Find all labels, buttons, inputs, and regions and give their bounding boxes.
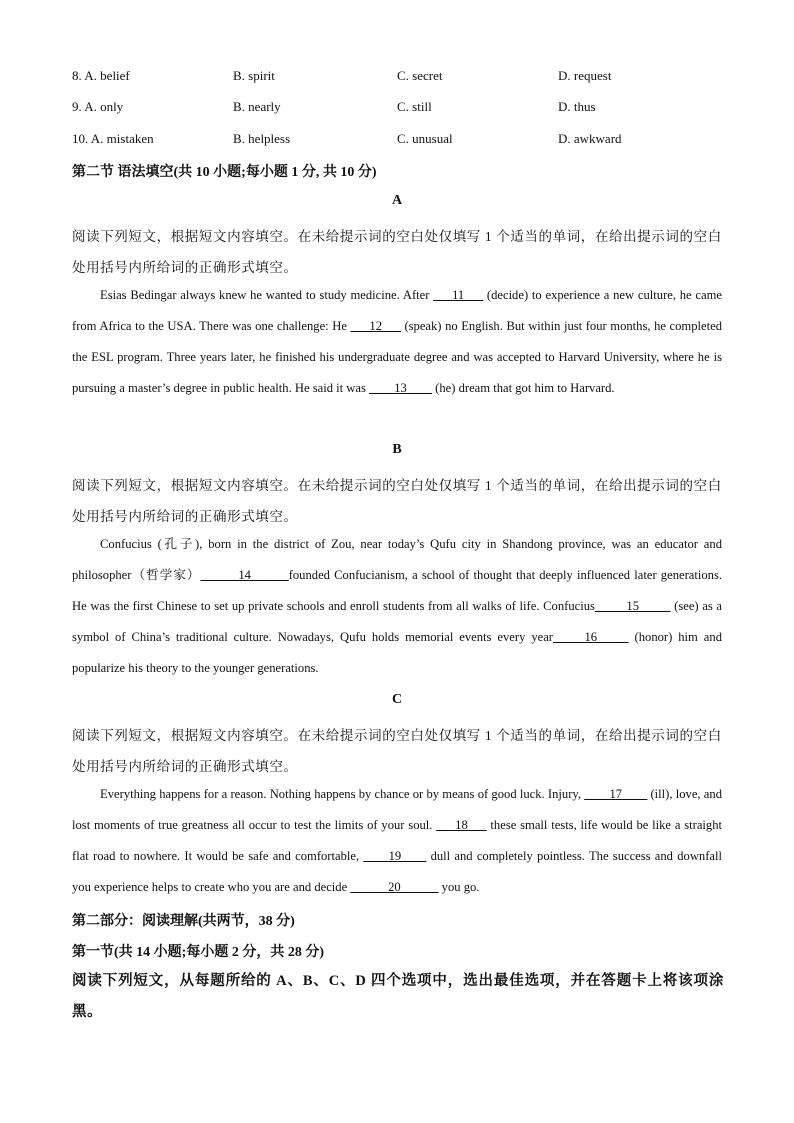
passage-b-letter: B: [392, 442, 402, 457]
option-b: B. helpless: [233, 131, 291, 146]
option-b: B. spirit: [233, 68, 275, 83]
blank-15[interactable]: _____15_____: [594, 599, 671, 613]
passage-c-letter: C: [391, 692, 403, 707]
option-d: D. request: [558, 68, 612, 83]
blank-11[interactable]: ___11___: [433, 288, 484, 302]
blank-18[interactable]: ___18___: [436, 818, 487, 832]
blank-13[interactable]: ____13____: [369, 381, 433, 395]
blank-16[interactable]: _____16_____: [553, 630, 629, 644]
option-d: D. thus: [558, 99, 596, 114]
passage-a-text: Esias Bedingar always knew he wanted to study medicine. After ___11___ (decide) to experience a new culture, he came from Africa to the USA. There was one challenge: He ___12___ (speak) no English. But within just four months, he completed the ESL program. Three years later, he finished his undergraduate degree and was accepted to Harvard University, where he is pursuing a master’s degree in public health. He said it was ____13____ (he) dream that got him to Harvard.: [72, 288, 722, 395]
instruction-c-line2: 处用括号内所给词的正确形式填空。: [72, 759, 298, 774]
blank-14[interactable]: ______14______: [200, 568, 289, 582]
part-2-section-1-title: 第一节(共 14 小题;每小题 2 分，共 28 分): [72, 945, 324, 960]
blank-12[interactable]: ___12___: [350, 319, 401, 333]
instruction-b-line1: 阅读下列短文，根据短文内容填空。在未给提示词的空白处仅填写 1 个适当的单词，在给出提示词的空白: [72, 478, 722, 493]
passage-c-text: Everything happens for a reason. Nothing happens by chance or by means of good luck. Injury, ____17____ (ill), love, and lost moments of true greatness all occur to test the limits of your soul. ___18___ these small tests, life would be like a straight flat road to nowhere. It would be safe and comfortable, ____19____ dull and completely pointless. The success and downfall you experience helps to create who you are and decide ______20______ you go.: [72, 787, 722, 894]
instruction-b-line2: 处用括号内所给词的正确形式填空。: [72, 509, 298, 524]
question-8-options: [72, 68, 732, 88]
question-10-options: [72, 131, 732, 151]
blank-17[interactable]: ____17____: [584, 787, 648, 801]
question-9-options: [72, 99, 732, 119]
option-a: 10. A. mistaken: [72, 131, 154, 146]
passage-b-text: Confucius (孔子), born in the district of Zou, near today’s Qufu city in Shandong province, was an educator and philosopher（哲学家）______14______founded Confucianism, a school of thought that deeply influenced later generations. He was the first Chinese to set up private schools and enroll students from all walks of life. Confucius_____15_____ (see) as a symbol of China’s traditional culture. Nowadays, Qufu holds memorial events every year_____16_____ (honor) him and popularize his theory to the younger generations.: [72, 537, 723, 675]
instruction-a-line2: 处用括号内所给词的正确形式填空。: [72, 260, 298, 275]
option-c: C. unusual: [397, 131, 453, 146]
part-2-title: 第二部分：阅读理解(共两节，38 分): [72, 914, 295, 929]
option-b: B. nearly: [233, 99, 281, 114]
blank-20[interactable]: ______20______: [350, 880, 439, 894]
option-d: D. awkward: [558, 131, 622, 146]
option-c: C. secret: [397, 68, 443, 83]
part-2-instruction: 阅读下列短文，从每题所给的 A、B、C、D 四个选项中，选出最佳选项，并在答题卡上将该项涂黑。: [72, 973, 724, 1020]
instruction-c-line1: 阅读下列短文，根据短文内容填空。在未给提示词的空白处仅填写 1 个适当的单词，在给出提示词的空白: [72, 728, 722, 743]
instruction-a-line1: 阅读下列短文，根据短文内容填空。在未给提示词的空白处仅填写 1 个适当的单词，在给出提示词的空白: [72, 229, 722, 244]
option-a: 8. A. belief: [72, 68, 130, 83]
blank-19[interactable]: ____19____: [363, 849, 427, 863]
section-2-title: 第二节 语法填空(共 10 小题;每小题 1 分, 共 10 分): [72, 165, 377, 180]
passage-a-letter: A: [391, 193, 403, 208]
option-a: 9. A. only: [72, 99, 124, 114]
option-c: C. still: [397, 99, 432, 114]
